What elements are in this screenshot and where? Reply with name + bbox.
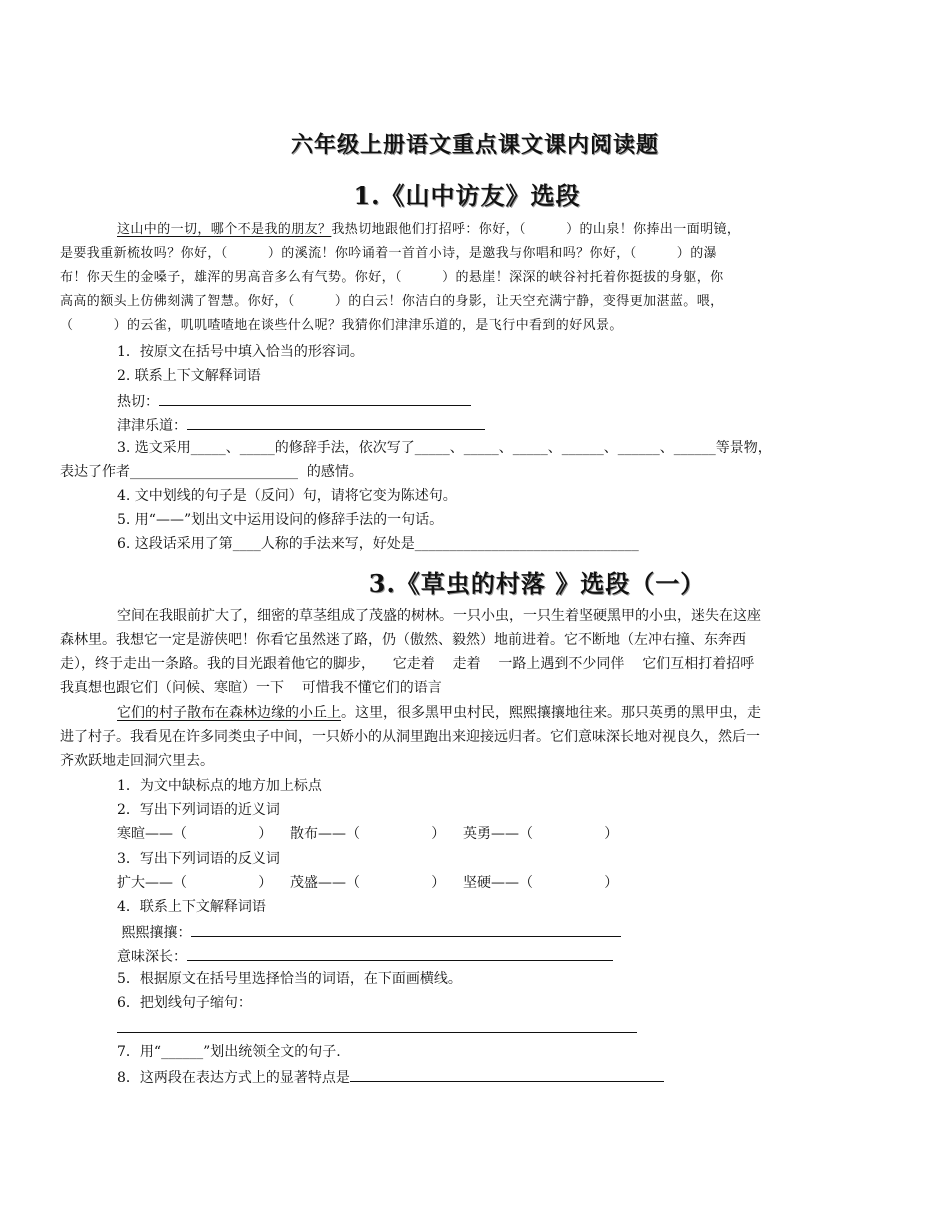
s2-question-4b [117,946,613,966]
s2-q4b-label: 意味深长： [117,949,187,965]
answer-blank[interactable] [187,415,485,430]
passage-2-line-2: 森林里。我想它一定是游侠吧！你看它虽然迷了路，仍（傲然、毅然）地前进着。它不断地（左冲右撞、东奔西 [60,632,746,648]
s2-question-2: 2．写出下列词语的近义词 [117,802,280,818]
passage-1-line-3: 布！你天生的金嗓子，雄浑的男高音多么有气势。你好，（ ）的悬崖！深深的峡谷衬托着你挺拔的身躯，你 [60,270,724,285]
section-2-heading: 3.《草虫的村落 》选段（一） [368,569,706,598]
s2-question-4: 4．联系上下文解释词语 [117,899,266,915]
s2-question-6: 6．把划线句子缩句： [117,995,252,1011]
s1-q2a-label: 热切： [117,394,159,410]
s1-question-2: 2. 联系上下文解释词语 [117,368,261,384]
passage-2-line-5 [117,704,761,722]
passage-2-line-6: 进了村子。我看见在许多同类虫子中间，一只娇小的从洞里跑出来迎接远归者。它们意味深长地对视良久，然后一 [60,729,760,745]
s1-question-5: 5. 用“——”划出文中运用设问的修辞手法的一句话。 [117,512,444,528]
passage-1-line-1-rest: 我热切地跟他们打招呼：你好，（ ）的山泉！你捧出一面明镜， [331,222,741,237]
passage-1-line-5: （ ）的云雀，叽叽喳喳地在谈些什么呢？我猜你们津津乐道的，是飞行中看到的好风景。 [60,318,623,333]
s1-question-2b [117,415,485,435]
answer-blank[interactable] [191,922,621,937]
answer-blank[interactable] [117,1018,637,1033]
page-title: 六年级上册语文重点课文课内阅读题 [290,132,659,158]
s2-question-3: 3．写出下列词语的反义词 [117,851,280,867]
s1-question-4: 4. 文中划线的句子是（反问）句，请将它变为陈述句。 [117,488,457,504]
s2-question-2-items: 寒暄——（ ） 散布——（ ） 英勇——（ ） [117,826,619,842]
passage-2-line-5-rest: 。这里，很多黑甲虫村民，熙熙攘攘地往来。那只英勇的黑甲虫，走 [341,705,761,721]
s2-question-3-items: 扩大——（ ） 茂盛——（ ） 坚硬——（ ） [117,875,619,891]
s2-question-1: 1．为文中缺标点的地方加上标点 [117,778,322,794]
s2-question-7: 7．用“______”划出统领全文的句子. [117,1044,341,1060]
answer-blank[interactable] [187,946,613,961]
s1-question-2a [117,391,471,411]
passage-2-line-7: 齐欢跃地走回洞穴里去。 [60,753,214,769]
s2-question-5: 5．根据原文在括号里选择恰当的词语，在下面画横线。 [117,971,462,987]
s1-question-1: 1．按原文在括号中填入恰当的形容词。 [117,344,364,360]
topic-sentence: 它们的村子散布在森林边缘的小丘上 [117,705,341,721]
answer-blank[interactable] [159,391,471,406]
s1-question-3b: 表达了作者________________________ 的感情。 [60,464,363,480]
s2-question-6-answer-line[interactable] [117,1018,637,1038]
s2-q8-label: 8．这两段在表达方式上的显著特点是 [117,1070,350,1086]
s1-q2b-label: 津津乐道： [117,418,187,434]
passage-1-line-2: 是要我重新梳妆吗？你好，（ ）的溪流！你吟诵着一首首小诗，是邀我与你唱和吗？你好，（ ）的瀑 [60,246,718,261]
passage-2-line-3: 走），终于走出一条路。我的目光跟着他它的脚步， 它走着 走着 一路上遇到不少同伴 它们互相打着招呼 [60,656,755,672]
s2-question-4a [117,922,621,942]
s1-question-3a: 3. 选文采用_____、_____的修辞手法，依次写了_____、_____、_____、______、______、______等景物， [117,440,772,456]
rhetorical-question-sentence: 这山中的一切，哪个不是我的朋友？ [117,222,332,237]
passage-2-line-1: 空间在我眼前扩大了，细密的草茎组成了茂盛的树林。一只小虫，一只生着坚硬黑甲的小虫，迷失在这座 [117,608,761,624]
passage-1-line-1 [117,221,740,239]
passage-2-line-4: 我真想也跟它们（问候、寒暄）一下 可惜我不懂它们的语言 [60,680,442,696]
s1-question-6: 6. 这段话采用了第____人称的手法来写，好处是________________________________ [117,536,639,552]
section-1-heading: 1.《山中访友》选段 [353,181,581,210]
s2-q4a-label: 熙熙攘攘： [117,925,192,941]
s2-question-8 [117,1067,664,1087]
passage-1-line-4: 高高的额头上仿佛刻满了智慧。你好，（ ）的白云！你洁白的身影，让天空充满宁静，变得更加湛蓝。喂， [60,294,724,309]
answer-blank[interactable] [350,1067,664,1082]
